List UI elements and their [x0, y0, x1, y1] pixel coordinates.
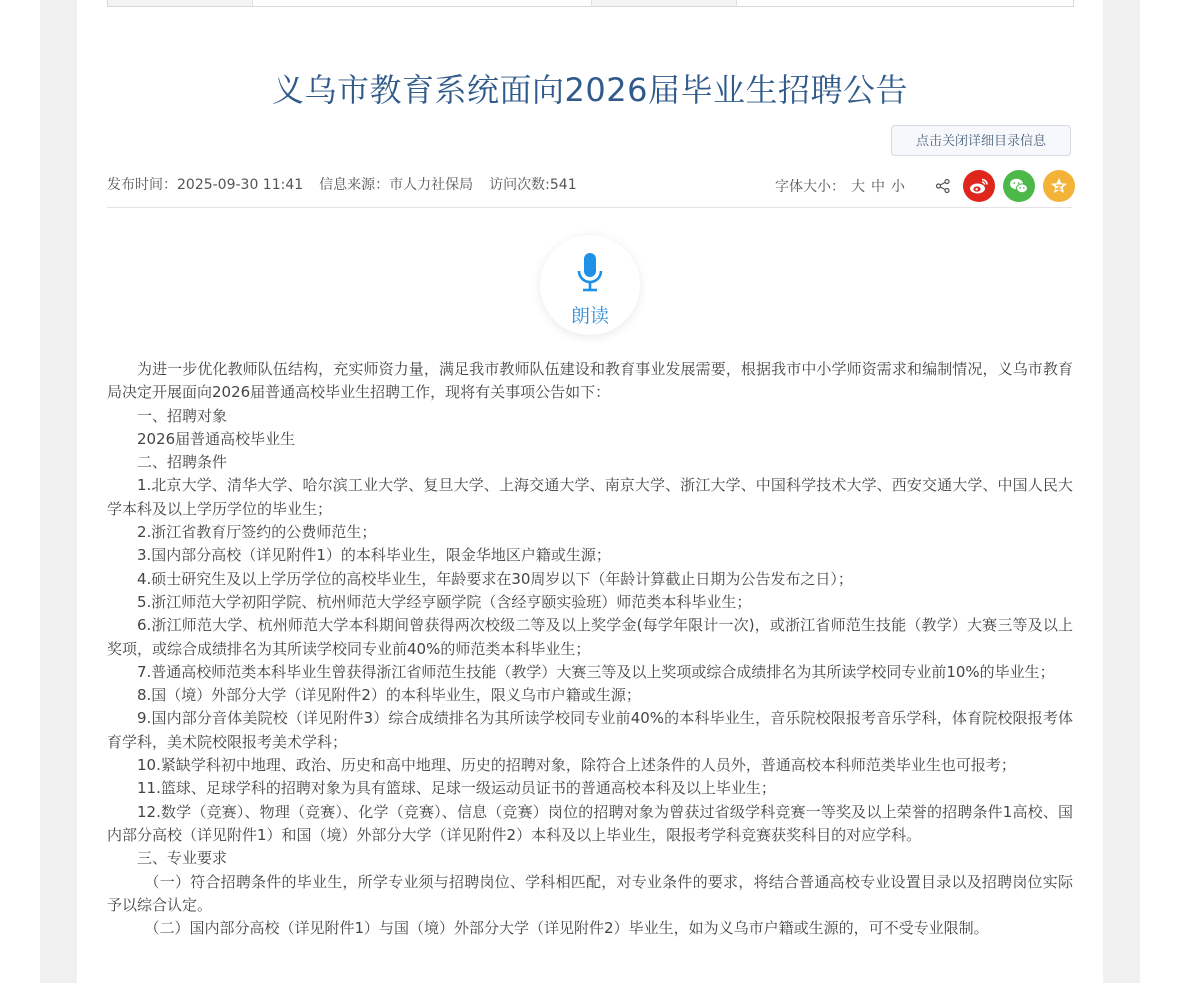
weibo-icon — [969, 177, 989, 195]
meta-divider — [107, 207, 1072, 208]
font-size-medium[interactable]: 中 — [871, 179, 885, 195]
wechat-share-button[interactable] — [1003, 170, 1035, 202]
qzone-icon — [1049, 176, 1069, 196]
qzone-share-button[interactable] — [1043, 170, 1075, 202]
condition-item: 2.浙江省教育厅签约的公费师范生； — [137, 523, 377, 542]
condition-item: 11.篮球、足球学科的招聘对象为具有篮球、足球一级运动员证书的普通高校本科及以上毕业生； — [137, 779, 776, 798]
info-table-label-cell — [592, 0, 737, 6]
read-aloud-label: 朗读 — [570, 305, 609, 327]
article-body — [107, 358, 1073, 940]
close-toc-button[interactable]: 点击关闭详细目录信息 — [891, 125, 1071, 156]
condition-item: 5.浙江师范大学初阳学院、杭州师范大学经亨颐学院（含经亨颐实验班）师范类本科毕业生； — [137, 592, 752, 611]
requirement-item: （二）国内部分高校（详见附件1）与国（境）外部分大学（详见附件2）毕业生，如为义乌市户籍或生源的，可不受专业限制。 — [144, 919, 989, 938]
font-size-large[interactable]: 大 — [851, 179, 865, 195]
condition-item: 7.普通高校师范类本科毕业生曾获得浙江省师范生技能（教学）大赛三等及以上奖项或综合成绩排名为其所读学校同专业前10%的毕业生； — [137, 662, 1055, 681]
info-table-label-cell — [108, 0, 253, 6]
paragraph: 2026届普通高校毕业生 — [137, 429, 296, 448]
font-size-small[interactable]: 小 — [891, 179, 905, 195]
info-table-value-cell — [253, 0, 592, 6]
section-heading: 一、招聘对象 — [137, 406, 228, 425]
condition-item: 1.北京大学、清华大学、哈尔滨工业大学、复旦大学、上海交通大学、南京大学、浙江大学、中国科学技术大学、西安交通大学、中国人民大学本科及以上学历学位的毕业生； — [107, 476, 1073, 518]
condition-item: 12.数学（竞赛）、物理（竞赛）、化学（竞赛）、信息（竞赛）岗位的招聘对象为曾获过省级学科竞赛一等奖及以上荣誉的招聘条件1高校、国内部分高校（详见附件1）和国（境）外部分大学（详见附件2）本科及以上毕业生，限报考学科竞赛获奖科目的对应学科。 — [107, 802, 1073, 844]
condition-item: 4.硕士研究生及以上学历学位的高校毕业生，年龄要求在30周岁以下（年龄计算截止日期为公告发布之日）； — [137, 569, 853, 588]
article-tools — [775, 170, 1075, 202]
article-page — [77, 0, 1103, 983]
intro-paragraph: 为进一步优化教师队伍结构，充实师资力量，满足我市教师队伍建设和教育事业发展需要，根据我市中小学师资需求和编制情况，义乌市教育局决定开展面向2026届普通高校毕业生招聘工作，现将有关事项公告如下： — [107, 360, 1073, 402]
condition-item: 8.国（境）外部分大学（详见附件2）的本科毕业生，限义乌市户籍或生源； — [137, 686, 641, 705]
condition-item: 10.紧缺学科初中地理、政治、历史和高中地理、历史的招聘对象，除符合上述条件的人员外，普通高校本科师范类毕业生也可报考； — [137, 756, 1016, 775]
condition-item: 3.国内部分高校（详见附件1）的本科毕业生，限金华地区户籍或生源； — [137, 546, 611, 565]
font-size-label: 字体大小： — [775, 179, 845, 195]
read-aloud-button[interactable] — [540, 235, 640, 335]
info-table-value-cell — [737, 0, 1073, 6]
info-source: 信息来源：市人力社保局 — [319, 177, 474, 193]
publish-time: 发布时间：2025-09-30 11:41 — [107, 177, 304, 193]
microphone-icon — [575, 251, 605, 295]
info-table-strip — [107, 0, 1074, 7]
section-heading: 三、专业要求 — [137, 849, 228, 868]
weibo-share-button[interactable] — [963, 170, 995, 202]
page-title: 义乌市教育系统面向2026届毕业生招聘公告 — [272, 71, 908, 110]
visit-count: 访问次数:541 — [489, 177, 577, 193]
share-icon[interactable] — [935, 178, 951, 194]
wechat-icon — [1009, 177, 1029, 195]
condition-item: 6.浙江师范大学、杭州师范大学本科期间曾获得两次校级二等及以上奖学金(每学年限计一次)，或浙江省师范生技能（教学）大赛三等及以上奖项，或综合成绩排名为其所读学校同专业前40%的师范类本科毕业生； — [107, 616, 1073, 658]
section-heading: 二、招聘条件 — [137, 453, 228, 472]
condition-item: 9.国内部分音体美院校（详见附件3）综合成绩排名为其所读学校同专业前40%的本科毕业生，音乐院校限报考音乐学科，体育院校限报考体育学科，美术院校限报考美术学科； — [107, 709, 1073, 751]
article-meta — [107, 174, 577, 194]
requirement-item: （一）符合招聘条件的毕业生，所学专业须与招聘岗位、学科相匹配，对专业条件的要求，将结合普通高校专业设置目录以及招聘岗位实际予以综合认定。 — [107, 872, 1073, 914]
right-gutter — [1103, 0, 1140, 983]
left-gutter — [40, 0, 77, 983]
